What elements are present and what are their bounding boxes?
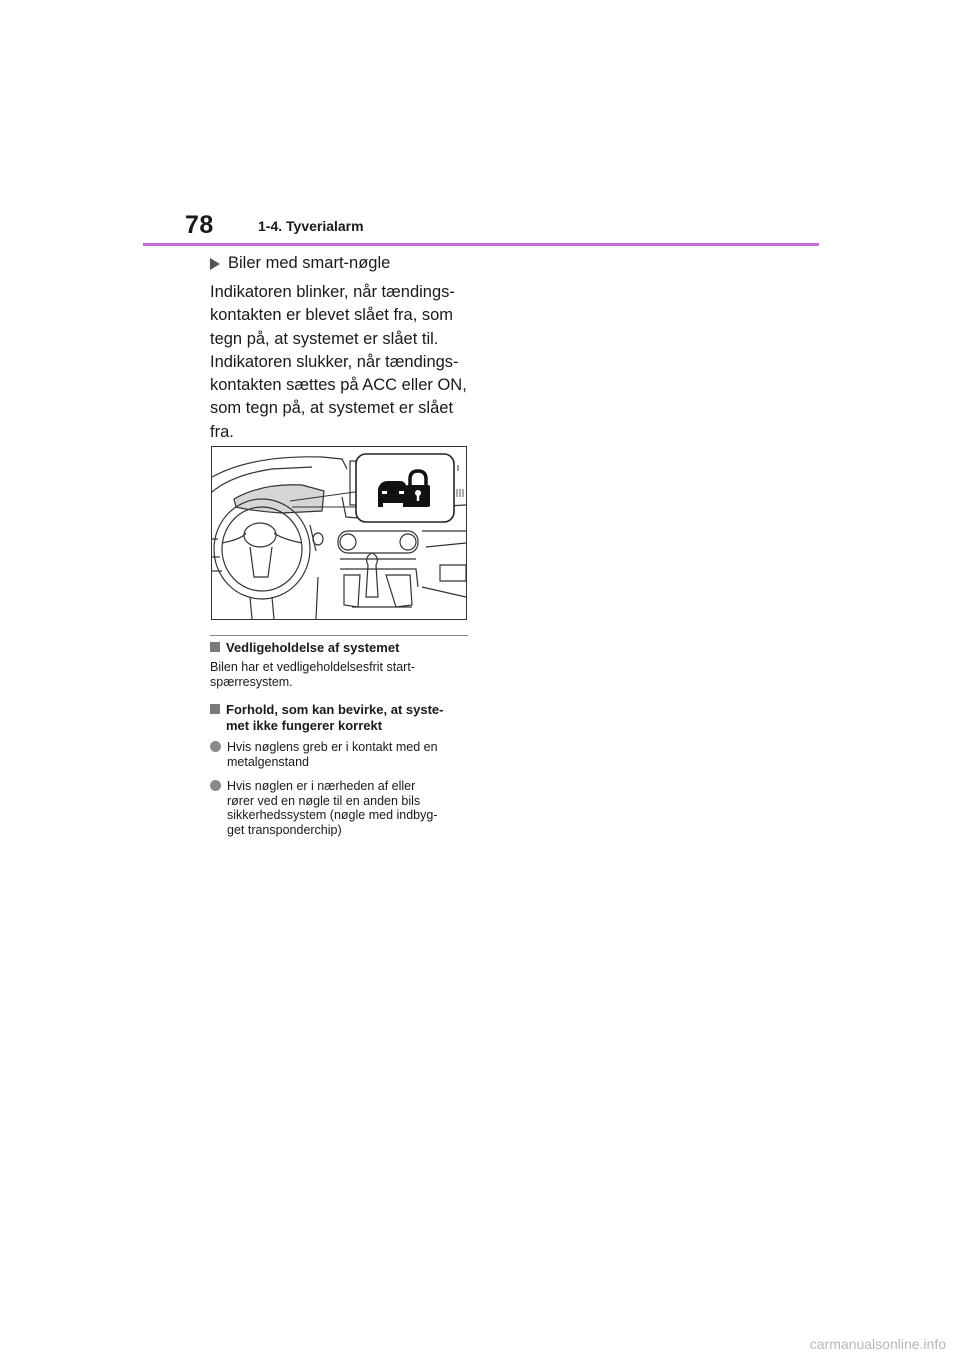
watermark: carmanualsonline.info [809,1336,946,1352]
conditions-title-line: Forhold, som kan bevirke, at syste- [226,702,444,717]
subheading-text: Biler med smart-nøgle [228,254,391,272]
square-bullet-icon [210,642,220,652]
notes-divider [210,635,468,636]
car-lock-indicator-icon [374,467,434,517]
dashboard-illustration [211,446,467,620]
maintenance-text [210,660,468,689]
list-item [210,779,468,837]
bullet-line: sikkerhedssystem (nøgle med indbyg- [227,808,438,822]
square-bullet-icon [210,704,220,714]
arrow-right-icon [210,258,220,270]
bullet-line: get transponderchip) [227,822,342,837]
paragraph-line: kontakten er blevet slået fra, som [210,306,454,325]
circle-bullet-icon [210,780,221,791]
page-number: 78 [185,211,214,239]
bullet-line: Hvis nøglen er i nærheden af eller [227,779,416,793]
text-line: Bilen har et vedligeholdelsesfrit start- [210,660,415,674]
text-line: spærresystem. [210,674,293,689]
paragraph-line: Indikatoren slukker, når tændings- [210,352,459,371]
bullet-line: metalgenstand [227,754,310,769]
paragraph-line: som tegn på, at systemet er slået [210,399,454,418]
paragraph-line: fra. [210,422,234,441]
paragraph-line: tegn på, at systemet er slået til. [210,329,439,348]
maintenance-heading [210,640,399,656]
circle-bullet-icon [210,741,221,752]
subheading-smart-key [210,254,470,273]
bullet-line: rører ved en nøgle til en anden bils [227,793,421,808]
paragraph-line: Indikatoren blinker, når tændings- [210,283,455,301]
header-divider [143,243,819,246]
conditions-title-line: met ikke fungerer korrekt [226,717,383,733]
indicator-description [210,281,472,444]
section-title: 1-4. Tyverialarm [258,218,364,234]
conditions-heading [210,702,443,733]
bullet-line: Hvis nøglens greb er i kontakt med en [227,740,438,754]
paragraph-line: kontakten sættes på ACC eller ON, [210,376,467,395]
list-item [210,740,468,769]
maintenance-title: Vedligeholdelse af systemet [226,640,400,655]
